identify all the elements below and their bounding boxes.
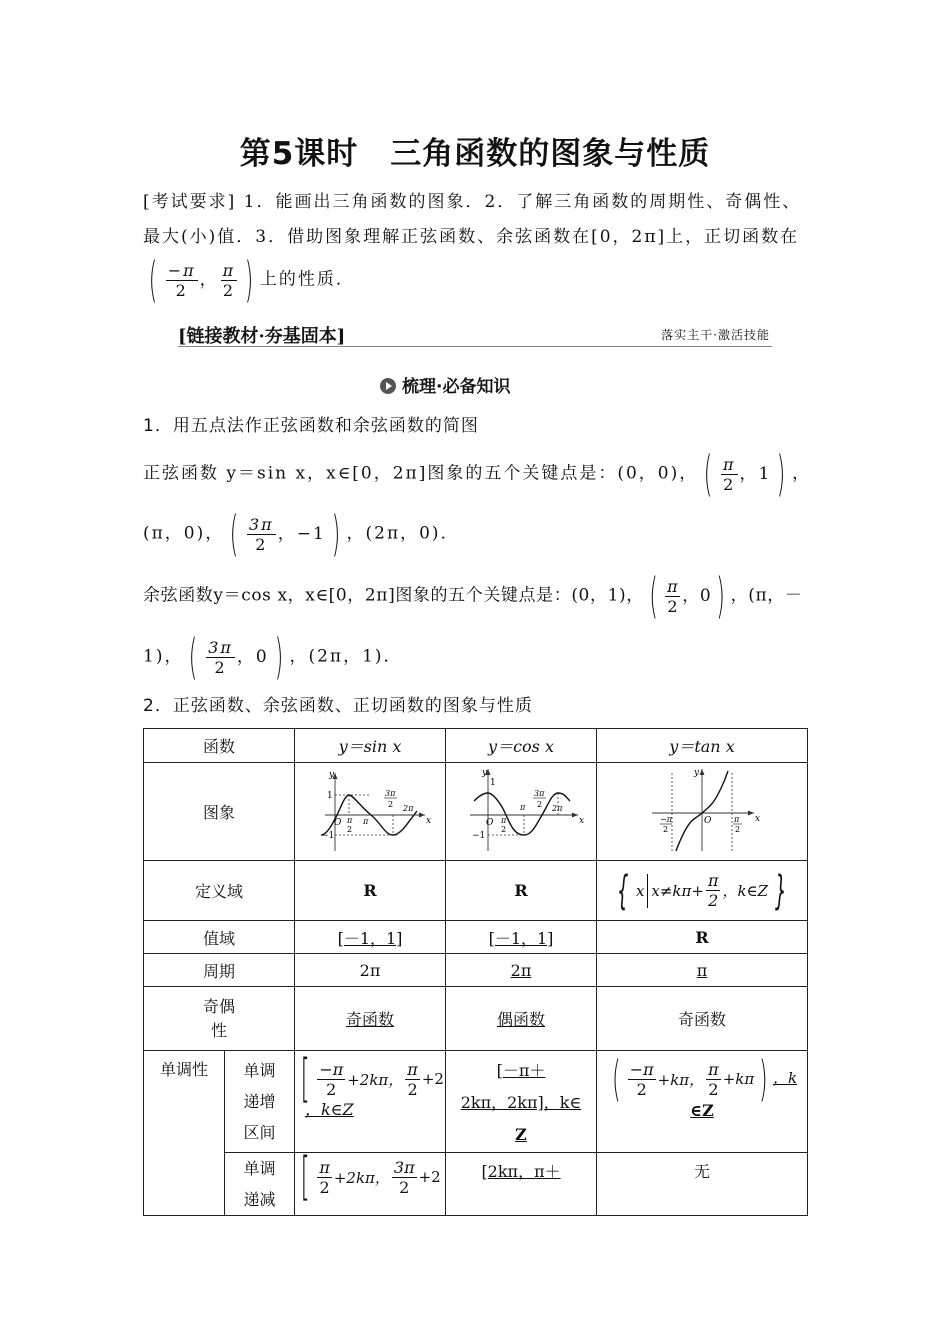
row-label-monotonicity: 单调性 (144, 1051, 225, 1216)
svg-text:π: π (363, 816, 369, 826)
fraction: $\frac{\pi}{2}$ (319, 1157, 330, 1197)
svg-text:O: O (334, 817, 342, 828)
fraction: $\frac{\pi}{2}$ (667, 576, 679, 616)
svg-text:π: π (520, 802, 526, 812)
table-row (144, 921, 808, 954)
cos-increasing: [－π＋ 2kπ，2kπ]，k∈ Z (446, 1051, 597, 1153)
svg-text:−1: −1 (472, 830, 486, 841)
fraction: $\frac{-\pi}{2}$ (319, 1059, 344, 1099)
requirements-label: [考试要求] (143, 192, 237, 212)
svg-text:π: π (734, 814, 740, 824)
tan-decreasing: 无 (597, 1153, 808, 1216)
sin-parity: 奇函数 (295, 987, 446, 1051)
cos-range: [－1，1] (446, 921, 597, 954)
open-interval: ( $\frac{-\pi}{2}$ ， $\frac{\pi}{2}$ ) (148, 252, 255, 308)
item1-heading: 1．用五点法作正弦函数和余弦函数的简图 (143, 416, 479, 436)
properties-table (143, 728, 808, 1216)
svg-text:1: 1 (490, 777, 496, 788)
item2-heading: 2．正弦函数、余弦函数、正切函数的图象与性质 (143, 696, 533, 716)
page-title: 第5课时 三角函数的图象与性质 (239, 136, 711, 172)
section-title: [链接教材·夯基固本] (178, 326, 346, 347)
svg-text:x: x (755, 813, 761, 824)
svg-text:π: π (347, 815, 353, 825)
row-label-range: 值域 (144, 921, 295, 954)
svg-text:2: 2 (663, 824, 669, 834)
table-row (144, 861, 808, 921)
header-tan: y＝tan x (597, 729, 808, 763)
fraction: $\frac{3\pi}{2}$ (249, 514, 274, 554)
row-label-parity: 奇偶 性 (144, 987, 295, 1051)
decreasing-label: 单调 递减 (225, 1153, 295, 1216)
cos-parity: 偶函数 (446, 987, 597, 1051)
svg-text:2: 2 (501, 824, 507, 834)
section-slogan: 落实主干·激活技能 (661, 328, 770, 342)
cos-decreasing: [2kπ，π＋ (446, 1153, 597, 1216)
table-row (144, 1153, 808, 1216)
sin-period: 2π (295, 954, 446, 987)
svg-text:y: y (482, 767, 488, 778)
svg-text:y: y (329, 769, 335, 780)
sin-increasing: [ $\frac{-\pi}{2}$ +2kπ， $\frac{\pi}{2}$ +2 ，k∈Z (295, 1051, 446, 1153)
svg-text:2: 2 (388, 799, 394, 809)
fraction: $\frac{-\pi}{2}$ (629, 1059, 654, 1099)
play-icon (380, 378, 396, 394)
sin-keypoints-line-1: 正弦函数 y＝sin x，x∈[0，2π]图象的五个关键点是：(0，0)， ( $\frac{\pi}{2}$ ， 1 ) ， (143, 446, 812, 502)
sin-decreasing: [ $\frac{\pi}{2}$ +2kπ， $\frac{3\pi}{2}$ +2 (295, 1153, 446, 1216)
svg-text:x: x (579, 815, 585, 826)
svg-text:2: 2 (347, 824, 353, 834)
svg-text:x: x (426, 815, 432, 826)
table-row (144, 954, 808, 987)
header-sin: y＝sin x (295, 729, 446, 763)
svg-text:−1: −1 (321, 830, 335, 841)
tan-increasing: ( $\frac{-\pi}{2}$ +kπ， $\frac{\pi}{2}$ +kπ ) ，k ∈Z (597, 1051, 808, 1153)
row-label-domain: 定义域 (144, 861, 295, 921)
fraction: $\frac{3\pi}{2}$ (393, 1157, 415, 1197)
requirements-tail: 上的性质． (259, 269, 355, 290)
svg-text:−π: −π (660, 814, 672, 824)
header-function: 函数 (144, 729, 295, 763)
table-row (144, 1051, 808, 1153)
fraction: $\frac{3\pi}{2}$ (208, 637, 233, 677)
fraction: $\frac{\pi}{2}$ (708, 1059, 719, 1099)
sin-domain: R (295, 861, 446, 921)
sin-graph-cell (295, 763, 446, 861)
table-row (144, 729, 808, 763)
row-label-period: 周期 (144, 954, 295, 987)
header-cos: y＝cos x (446, 729, 597, 763)
svg-text:2: 2 (537, 799, 543, 809)
svg-text:2: 2 (735, 824, 741, 834)
tan-parity: 奇函数 (597, 987, 808, 1051)
table-row (144, 987, 808, 1051)
cos-graph (446, 765, 596, 855)
cos-keypoints-line-2: 1)， ( $\frac{3\pi}{2}$ ， 0 ) ，(2π，1)． (143, 629, 403, 685)
cos-period: 2π (446, 954, 597, 987)
row-label-graph: 图象 (144, 763, 295, 861)
tan-range: R (597, 921, 808, 954)
cos-graph-cell (446, 763, 597, 861)
svg-text:2π: 2π (403, 803, 414, 813)
svg-text:y: y (694, 767, 700, 778)
svg-text:1: 1 (327, 790, 333, 801)
tan-graph (602, 765, 802, 855)
requirements-text-1: 1．能画出三角函数的图象．2．了解三角函数的周期性、奇偶性、 (243, 192, 802, 212)
tan-graph-cell (597, 763, 808, 861)
subsection-title: 梳理·必备知识 (380, 372, 510, 397)
fraction: $\frac{\pi}{2}$ (407, 1059, 418, 1099)
cos-domain: R (446, 861, 597, 921)
cos-keypoints-line-1: 余弦函数y＝cos x，x∈[0，2π]图象的五个关键点是：(0，1)， ( $\frac{\pi}{2}$ ， 0 ) ，(π，－ (143, 568, 803, 624)
fraction: $\frac{\pi}{2}$ (707, 871, 719, 910)
svg-text:2π: 2π (552, 803, 563, 813)
svg-text:3π: 3π (385, 788, 396, 798)
svg-text:O: O (704, 815, 712, 826)
sin-graph (295, 765, 445, 855)
tan-period: π (597, 954, 808, 987)
fraction: $\frac{-\pi}{2}$ (167, 260, 196, 300)
sin-range: [－1，1] (295, 921, 446, 954)
tan-domain: { x x≠kπ+ $\frac{\pi}{2}$ ，k∈Z } (597, 861, 808, 921)
requirements-line-1 (143, 190, 801, 214)
fraction: $\frac{\pi}{2}$ (222, 260, 236, 300)
svg-text:3π: 3π (534, 788, 545, 798)
svg-text:O: O (486, 817, 494, 828)
table-row (144, 763, 808, 861)
section-header (178, 322, 772, 347)
requirements-line-2: 最大(小)值．3．借助图象理解正弦函数、余弦函数在[0，2π]上，正切函数在 (143, 227, 800, 247)
sin-keypoints-line-2: (π，0)， ( $\frac{3\pi}{2}$ ， −1 ) ，(2π，0)． (143, 506, 460, 562)
svg-text:π: π (501, 815, 507, 825)
increasing-label: 单调 递增 区间 (225, 1051, 295, 1153)
requirements-line-3 (143, 252, 355, 308)
fraction: $\frac{\pi}{2}$ (722, 454, 736, 494)
